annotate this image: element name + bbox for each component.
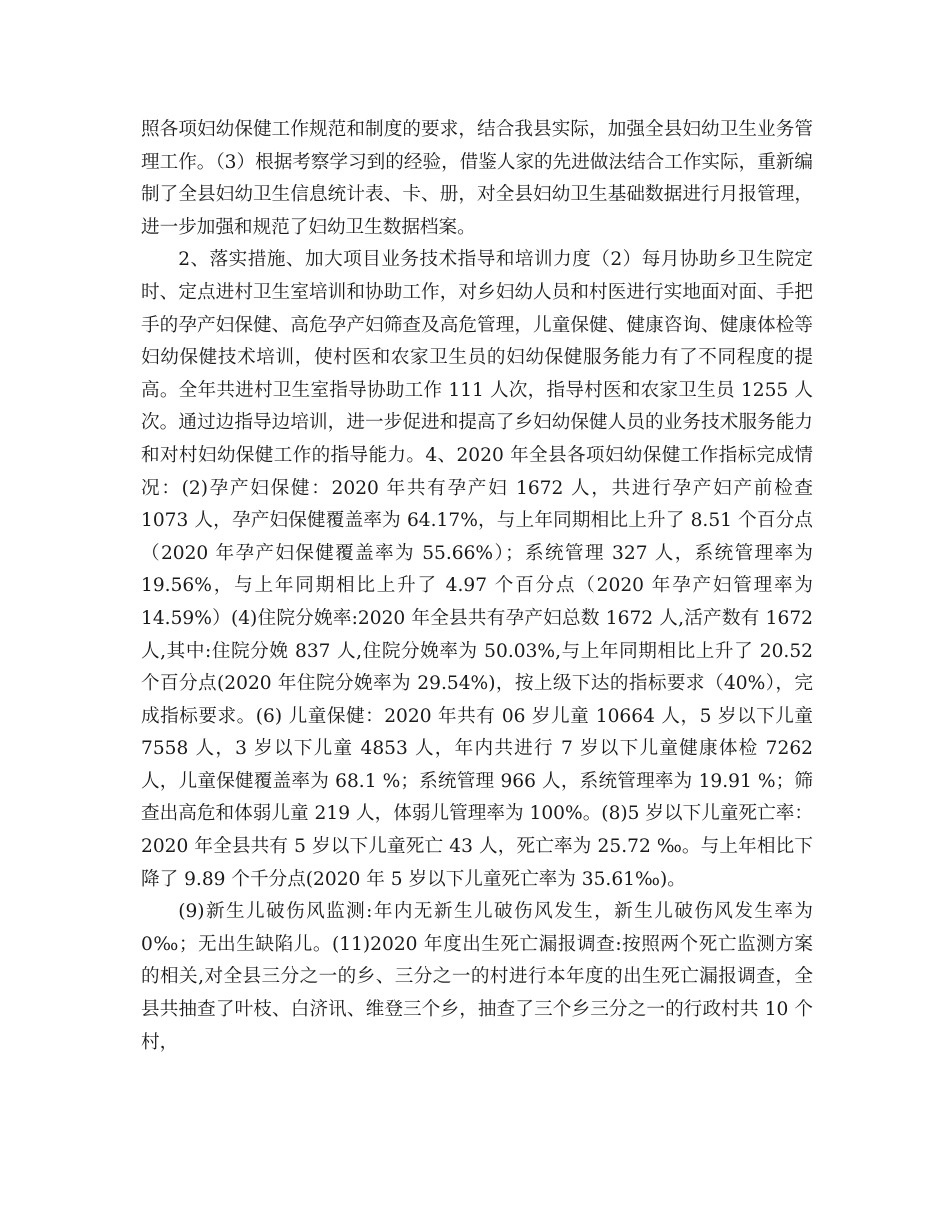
paragraph-2: 2、落实措施、加大项目业务技术指导和培训力度（2）每月协助乡卫生院定时、定点进村卫生室培训和协助工作，对乡妇幼人员和村医进行实地面对面、手把手的孕产妇保健、高危孕产妇筛查及高危管理，儿童保健、健康咨询、健康体检等妇幼保健技术培训，使村医和农家卫生员的妇幼保健服务能力有了不同程度的提高。全年共进村卫生室指导协助工作 111 人次，指导村医和农家卫生员 1255 人次。通过边指导边培训，进一步促进和提高了乡妇幼保健人员的业务技术服务能力和对村妇幼保健工作的指导能力。4、2020 年全县各项妇幼保健工作指标完成情况：(2)孕产妇保健：2020 年共有孕产妇 1672 人，共进行孕产妇产前检查 1073 人，孕产妇保健覆盖率为 64.17%，与上年同期相比上升了 8.51 个百分点（2020 年孕产妇保健覆盖率为 55.66%）；系统管理 327 人，系统管理率为 19.56%，与上年同期相比上升了 4.97 个百分点（2020 年孕产妇管理率为 14.59%）(4)住院分娩率:2020 年全县共有孕产妇总数 1672 人,活产数有 1672 人,其中:住院分娩 837 人,住院分娩率为 50.03%,与上年同期相比上升了 20.52 个百分点(2020 年住院分娩率为 29.54%)，按上级下达的指标要求（40%），完成指标要求。(6) 儿童保健：2020 年共有 06 岁儿童 10664 人，5 岁以下儿童 7558 人，3 岁以下儿童 4853 人，年内共进行 7 岁以下儿童健康体检 7262 人，儿童保健覆盖率为 68.1 %；系统管理 966 人，系统管理率为 19.91 %；筛查出高危和体弱儿童 219 人，体弱儿管理率为 100%。(8)5 岁以下儿童死亡率：2020 年全县共有 5 岁以下儿童死亡 43 人，死亡率为 25.72 ‰。与上年相比下降了 9.89 个千分点(2020 年 5 岁以下儿童死亡率为 35.61‰)。 [141, 249, 813, 890]
paragraph-1: 照各项妇幼保健工作规范和制度的要求，结合我县实际，加强全县妇幼卫生业务管理工作。（3）根据考察学习到的经验，借鉴人家的先进做法结合工作实际，重新编制了全县妇幼卫生信息统计表、卡、册，对全县妇幼卫生基础数据进行月报管理，进一步加强和规范了妇幼卫生数据档案。 [141, 119, 813, 238]
paragraph-3: (9)新生儿破伤风监测:年内无新生儿破伤风发生，新生儿破伤风发生率为 0‰；无出生缺陷儿。(11)2020 年度出生死亡漏报调查:按照两个死亡监测方案的相关,对全县三分之一的乡、三分之一的村进行本年度的出生死亡漏报调查，全县共抽查了叶枝、白济讯、维登三个乡，抽查了三个乡三分之一的行政村共 10 个村， [141, 901, 813, 1053]
document-body [141, 114, 813, 1059]
